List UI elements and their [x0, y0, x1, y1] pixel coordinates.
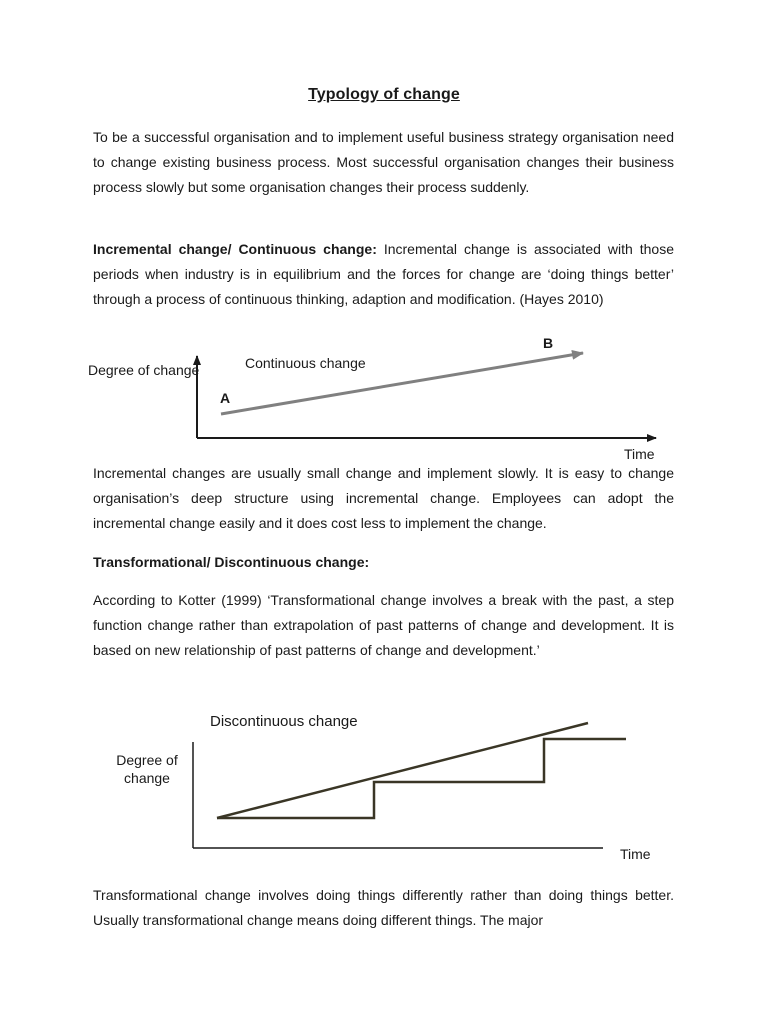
continuous-change-diagram	[0, 330, 768, 465]
diagram1-x-label: Time	[624, 446, 655, 462]
incremental-paragraph-2: Incremental changes are usually small change and implement slowly. It is easy to change organisation’s deep structure using incremental change. Employees can adopt the incremental change easily and it does cost less to implement the change.	[93, 465, 674, 531]
incremental-paragraph	[93, 237, 674, 312]
closing-paragraph: Transformational change involves doing things differently rather than doing things better. Usually transformational change means doing different things. The major	[93, 887, 674, 928]
discontinuous-change-diagram	[0, 700, 768, 870]
diagram1-point-a: A	[220, 390, 231, 406]
diagram2-y-label-line2: change	[124, 770, 170, 786]
diagram1-line-label: Continuous change	[245, 355, 366, 371]
incremental-text: Incremental change is associated with those periods when industry is in equilibrium and the forces for change are ‘doing things better’ through a process of continuous thinking, adaption and modification. (Hayes 2010)	[93, 241, 674, 307]
diagram2-x-label: Time	[620, 846, 651, 862]
transformational-heading: Transformational/ Discontinuous change:	[93, 554, 370, 570]
incremental-heading: Incremental change/ Continuous change:	[93, 241, 377, 257]
kotter-quote-paragraph: According to Kotter (1999) ‘Transformational change involves a break with the past, a step function change rather than extrapolation of past patterns of change and development. It is based on new relationship of past patterns of change and development.’	[93, 592, 674, 658]
diagram2-title: Discontinuous change	[210, 713, 358, 730]
page-title: Typology of change	[308, 86, 460, 103]
diagram1-y-label: Degree of change	[88, 362, 200, 378]
discontinuous-step-line	[217, 739, 626, 818]
discontinuous-trend-line	[217, 723, 588, 818]
diagram2-y-label-line1: Degree of	[116, 752, 178, 768]
diagram1-point-b: B	[543, 335, 554, 351]
intro-paragraph: To be a successful organisation and to implement useful business strategy organisation need to change existing business process. Most successful organisation changes their business process slowly but some organisation changes their process suddenly.	[93, 129, 674, 195]
